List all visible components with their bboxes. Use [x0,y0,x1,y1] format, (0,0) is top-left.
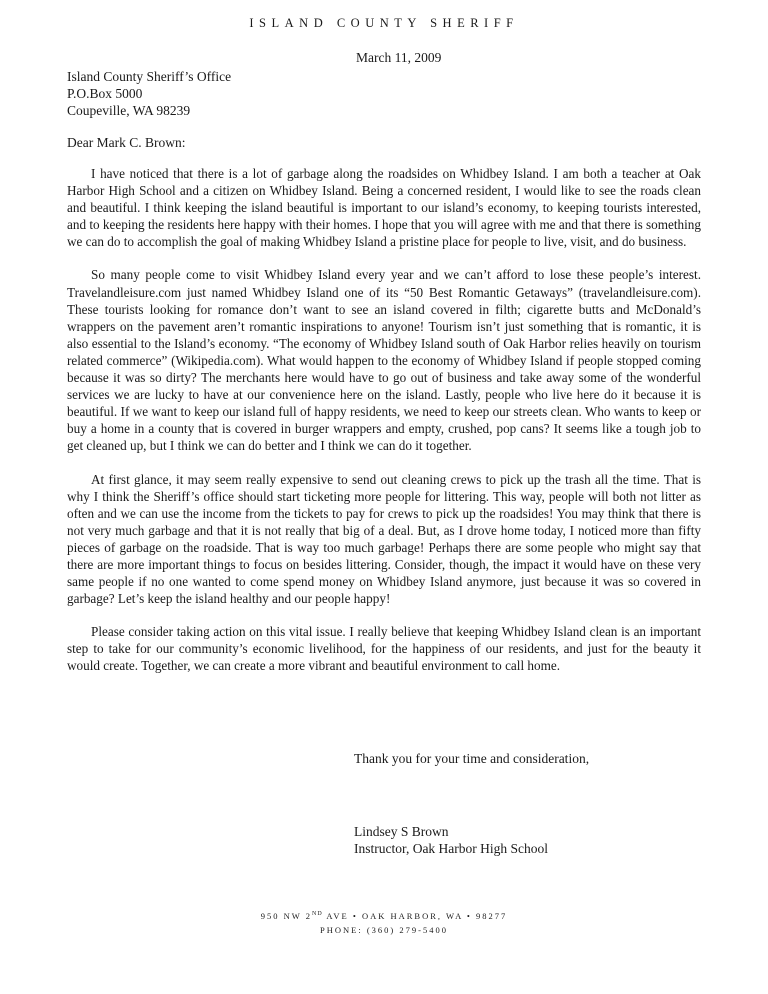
recipient-line-city: Coupeville, WA 98239 [67,103,191,118]
letterhead-footer [0,907,768,937]
letter-date: March 11, 2009 [356,50,442,65]
recipient-line-pobox: P.O.Box 5000 [67,86,143,101]
recipient-line-office: Island County Sheriff’s Office [67,69,232,84]
signer-title: Instructor, Oak Harbor High School [354,841,549,856]
footer-address-street: 950 NW 2 [260,910,313,921]
footer-phone: PHONE: (360) 279-5400 [320,924,448,935]
signer-name: Lindsey S Brown [354,824,449,839]
body-paragraph: Please consider taking action on this vital issue. I really believe that keeping Whidbey Island clean is an important step to take for our community’s economic livelihood, for the happiness of our residents, and just for the beauty it would create. Together, we can create a more vibrant and beautiful environment to call home. [67,624,701,674]
salutation: Dear Mark C. Brown: [67,135,186,150]
footer-address [0,907,768,923]
body-paragraph: At first glance, it may seem really expensive to send out cleaning crews to pick up the trash all the time. That is why I think the Sheriff’s office should start ticketing more people for littering. This way, people will both not litter as often and we can use the income from the tickets to pay for crews to pick up the roadsides! You may think that there is not very much garbage and that it is not really that big of a deal. But, as I drove home today, I noticed more than fifty pieces of garbage on the roadside. That is way too much garbage! Perhaps there are some people who might say that there are more important things to focus on besides littering. Consider, though, the impact it would have on these very same people if no one wanted to come spend money on Whidbey Island anymore, just because it was so covered in garbage? Let’s keep the island healthy and our people happy! [67,471,701,607]
letter-body [67,165,701,691]
footer-address-ordinal: ND [312,911,323,917]
closing-line: Thank you for your time and consideration, [354,751,590,766]
signature-block [354,823,548,857]
recipient-address [67,68,231,119]
body-paragraph: I have noticed that there is a lot of garbage along the roadsides on Whidbey Island. I am both a teacher at Oak Harbor High School and a citizen on Whidbey Island. Being a concerned resident, I would like to see the roads clean and beautiful. I think keeping the island beautiful is important to our island’s economy, to keeping tourists interested, and to keeping the residents here happy with their homes. I hope that you will agree with me and that there is something we can do to accomplish the goal of making Whidbey Island a pristine place for people to live, visit, and do business. [67,166,701,250]
letterhead-title: ISLAND COUNTY SHERIFF [249,16,519,30]
footer-address-city: AVE • OAK HARBOR, WA • 98277 [322,910,508,921]
body-paragraph: So many people come to visit Whidbey Island every year and we can’t afford to lose these people’s interest. Travelandleisure.com just named Whidbey Island one of its “50 Best Romantic Getaways” (travelandleisure.com). These tourists looking for romance don’t want to see an island covered in filth; cigarette butts and McDonald’s wrappers on the pavement aren’t romantic inspirations to anyone! Tourism isn’t just something that is romantic, it is also essential to the Island’s economy. “The economy of Whidbey Island south of Oak Harbor relies heavily on tourism related commerce” (Wikipedia.com). What would happen to the economy of Whidbey Island if people stopped coming because it was so dirty? The merchants here would have to go out of business and take away some of the wonderful services we are lucky to have at our convenience here on the island. Lastly, people who live here do it because it is beautiful. If we want to keep our island full of happy residents, we need to keep our streets clean. Who wants to keep or buy a home in a county that is covered in burger wrappers and empty, crushed, pop cans? It seems like a tough job to get cleaned up, but I think we can do better and I think we can do it together. [67,267,701,454]
